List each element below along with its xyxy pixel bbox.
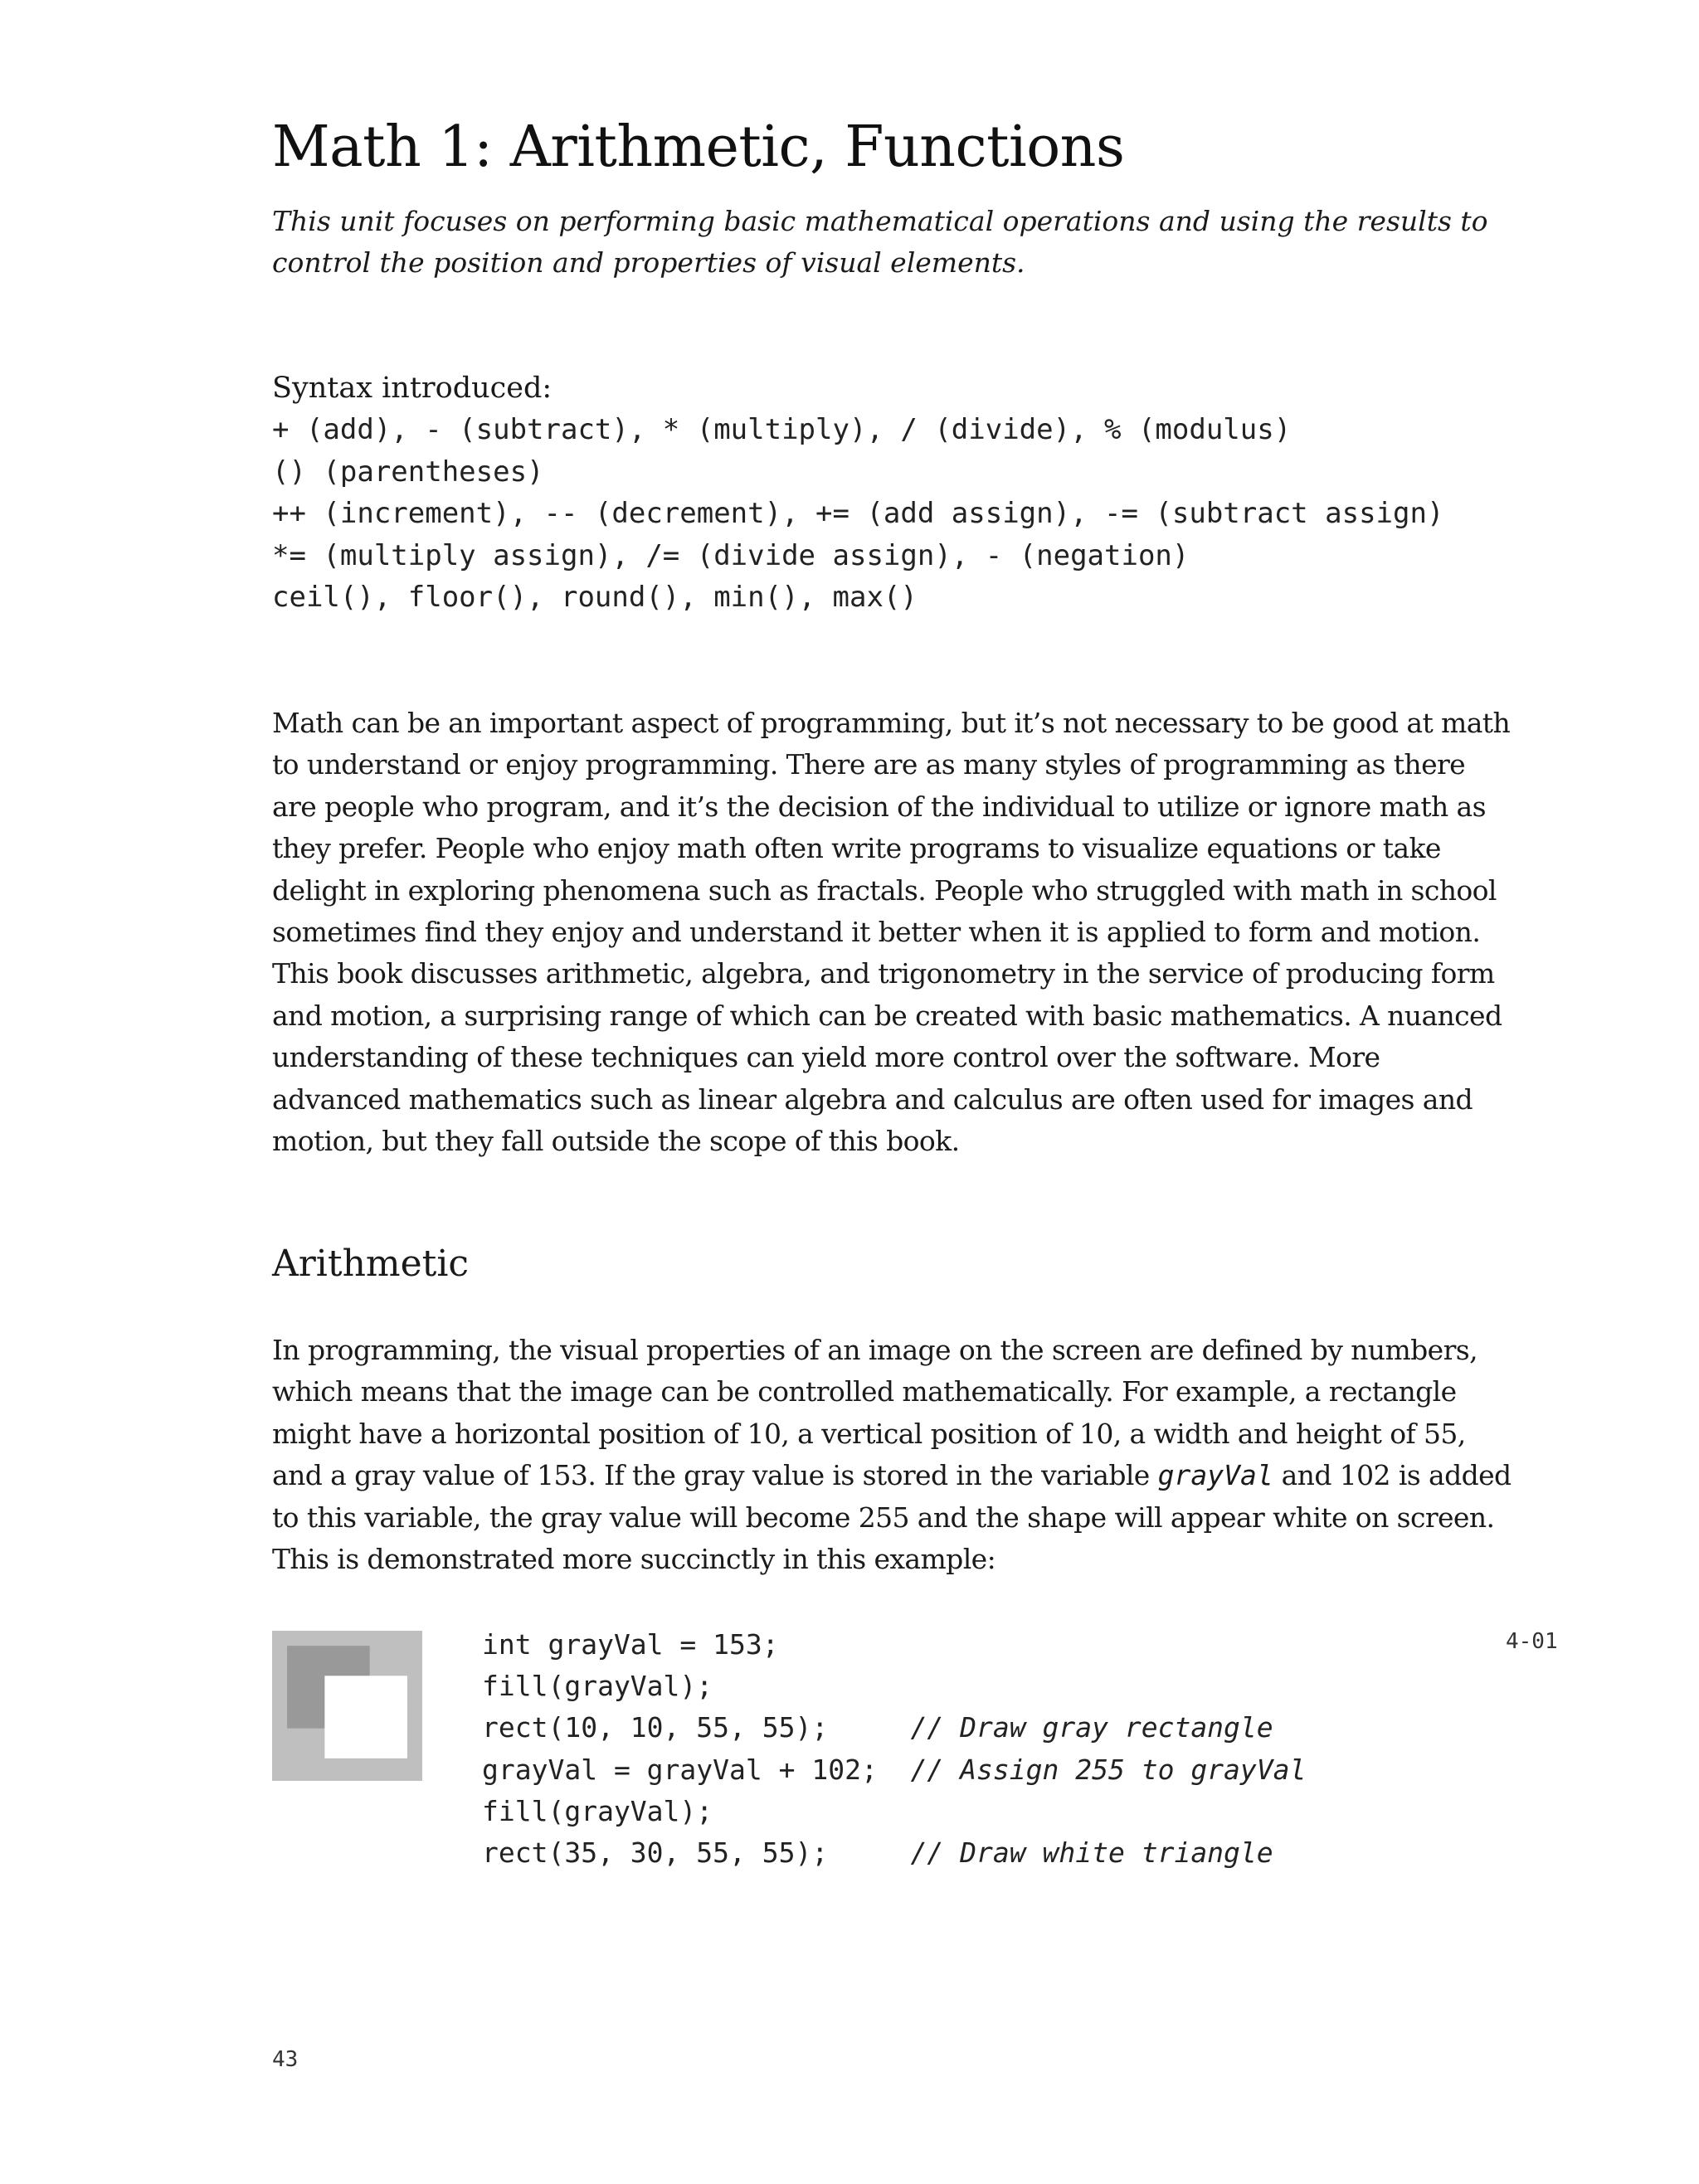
code-line [482, 1791, 1306, 1832]
code-comment: // Draw gray rectangle [910, 1711, 1273, 1744]
code-line [482, 1666, 1306, 1707]
white-rectangle [324, 1676, 407, 1758]
syntax-line: + (add), - (subtract), * (multiply), / (divide), % (modulus) [272, 413, 1292, 446]
code-comment: // Assign 255 to grayVal [910, 1753, 1307, 1786]
syntax-list [272, 409, 1443, 619]
code-line [482, 1707, 1306, 1749]
intro-paragraph: Math can be an important aspect of programming, but it’s not necessary to be good at math to understand or enjoy programming. There are as many styles of programming as there are people who program, and it’s the decision of the individual to utilize or ignore math as they prefer. People who enjoy math often write programs to visualize equations or take delight in exploring phenomena such as fractals. People who struggled with math in school sometimes find they enjoy and understand it better when it is applied to form and motion. This book discusses arithmetic, algebra, and trigonometry in the service of producing form and motion, a surprising range of which can be created with basic mathematics. A nuanced understanding of these techniques can yield more control over the software. More advanced mathematics such as linear algebra and calculus are often used for images and motion, but they fall outside the scope of this book. [272, 707, 1511, 1158]
code-text: int grayVal = 153; [482, 1628, 779, 1661]
chapter-title: Math 1: Arithmetic, Functions [272, 114, 1125, 180]
code-comment: // Draw white triangle [910, 1836, 1273, 1870]
code-text: fill(grayVal); [482, 1670, 713, 1703]
code-text: fill(grayVal); [482, 1794, 713, 1827]
syntax-line: *= (multiply assign), /= (divide assign), - (negation) [272, 538, 1190, 572]
section-heading-arithmetic: Arithmetic [272, 1243, 470, 1285]
example-number: 4-01 [1506, 1629, 1558, 1654]
code-line [482, 1749, 1306, 1791]
chapter-subtitle: This unit focuses on performing basic mathematical operations and using the results to control the position and properties of visual elements. [272, 205, 1488, 279]
code-line [482, 1832, 1306, 1874]
code-text: rect(35, 30, 55, 55); [482, 1836, 911, 1870]
arithmetic-paragraph-text: and 102 is added to this variable, the gray value will become 255 and the shape will appear white on screen. This is demonstrated more succinctly in this example: [272, 1459, 1512, 1576]
syntax-heading: Syntax introduced: [272, 372, 553, 405]
example-figure [272, 1631, 422, 1781]
code-line [482, 1624, 1306, 1666]
code-block [482, 1624, 1306, 1874]
code-text: rect(10, 10, 55, 55); [482, 1711, 911, 1744]
inline-code-grayval: grayVal [1157, 1459, 1273, 1492]
code-text: grayVal = grayVal + 102; [482, 1753, 911, 1786]
example-figure-canvas [272, 1631, 422, 1781]
arithmetic-paragraph-text: In programming, the visual properties of an image on the screen are defined by numbers, which means that the image can be controlled mathematically. For example, a rectangle might have a horizontal position of 10, a vertical position of 10, a width and height of 55, and a gray value of 153. If the gray value is stored in the variable [272, 1334, 1478, 1492]
page-number: 43 [272, 2047, 299, 2072]
syntax-line: ++ (increment), -- (decrement), += (add assign), -= (subtract assign) [272, 497, 1444, 530]
syntax-line: ceil(), floor(), round(), min(), max() [272, 581, 918, 614]
arithmetic-paragraph [272, 1330, 1516, 1580]
syntax-line: () (parentheses) [272, 455, 544, 489]
